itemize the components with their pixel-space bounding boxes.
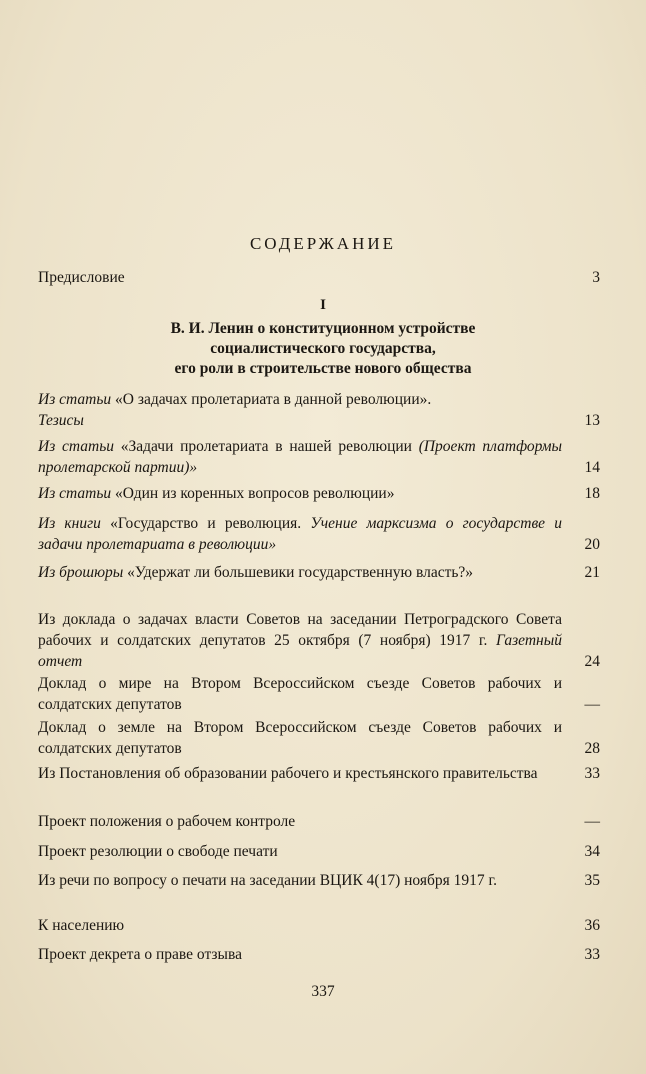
toc-entry-title	[38, 841, 600, 862]
toc-entry-title: Предисловие	[38, 269, 125, 286]
toc-entry	[38, 915, 600, 936]
toc-entry	[38, 562, 600, 583]
toc-entry-page: 33	[584, 946, 600, 963]
toc-entry-page: 20	[584, 536, 600, 553]
toc-entry-title	[38, 870, 600, 891]
toc-entry	[38, 811, 600, 832]
toc-entry-title	[38, 763, 600, 784]
section-title	[100, 319, 546, 379]
entry-text: Проект положения о рабочем контроле	[38, 813, 296, 830]
toc-entry	[38, 513, 600, 555]
entry-italic-tail: Учение марксизма о государстве и задачи пролетариата в революции»	[38, 515, 562, 553]
entry-text: «Один из коренных вопросов революции»	[111, 485, 395, 502]
entry-text: Доклад о мире на Втором Всероссийском съезде Советов рабочих и солдатских депутатов	[38, 675, 562, 713]
toc-entry-title	[38, 717, 600, 759]
toc-entry	[38, 870, 600, 891]
section-title-line: его роли в строительстве нового общества	[174, 360, 472, 377]
toc-entry	[38, 483, 600, 504]
toc-entry	[38, 673, 600, 715]
entry-text: «Государство и революция.	[100, 515, 311, 532]
toc-entry-page: —	[584, 696, 600, 713]
entry-prefix: Из брошюры	[38, 564, 124, 581]
entry-prefix: Из книги	[38, 515, 101, 532]
section-title-line: социалистического государства,	[210, 340, 436, 357]
entry-text: Из речи по вопросу о печати на заседании ВЦИК 4(17) ноября 1917 г.	[38, 872, 497, 889]
toc-entry	[38, 609, 600, 672]
toc-entry-title	[38, 436, 600, 478]
toc-entry	[38, 389, 600, 431]
entry-prefix: Из статьи	[38, 438, 114, 455]
toc-entry-page: 14	[584, 459, 600, 476]
toc-entry-title	[38, 389, 600, 431]
toc-entry-page: 35	[584, 872, 600, 889]
toc-entry-title	[38, 915, 600, 936]
page-title: СОДЕРЖАНИЕ	[249, 234, 397, 253]
toc-entry-title	[38, 562, 600, 583]
toc-entry-title	[38, 513, 600, 555]
toc-entry-page: 13	[584, 412, 600, 429]
page-number: 337	[311, 983, 335, 1000]
entry-text: Из Постановления об образовании рабочего и крестьянского правительства	[38, 765, 538, 782]
toc-entry	[38, 436, 600, 478]
toc-entry-title	[38, 609, 600, 672]
toc-entry-page: 18	[584, 485, 600, 502]
toc-entry	[38, 763, 600, 784]
toc-entry-title	[38, 673, 600, 715]
entry-text: «Удержат ли большевики государственную власть?»	[123, 564, 474, 581]
toc-entry-page: 33	[584, 765, 600, 782]
toc-entry	[38, 717, 600, 759]
toc-entry-page: 28	[584, 740, 600, 757]
toc-entry-page: —	[584, 813, 600, 830]
entry-prefix: Из статьи	[38, 391, 112, 408]
toc-entry-preface	[38, 267, 600, 288]
entry-italic-tail: Газетный отчет	[38, 632, 562, 670]
entry-text: Доклад о земле на Втором Всероссийском съезде Советов рабочих и солдатских депутатов	[38, 719, 562, 757]
toc-entry	[38, 944, 600, 965]
entry-text: Из доклада о задачах власти Советов на заседании Петроградского Совета рабочих и солдатских депутатов 25 октября (7 ноября) 1917 г.	[38, 611, 562, 649]
toc-entry	[38, 841, 600, 862]
section-number: I	[320, 297, 326, 313]
entry-italic-line: Тезисы	[38, 412, 84, 429]
toc-entry-page: 34	[584, 843, 600, 860]
entry-text: Проект декрета о праве отзыва	[38, 946, 242, 963]
toc-entry-title	[38, 483, 600, 504]
toc-entry-title	[38, 811, 600, 832]
toc-entry-page: 24	[584, 653, 600, 670]
toc-entry-page: 3	[592, 269, 600, 286]
toc-entry-page: 21	[584, 564, 600, 581]
toc-entry-page: 36	[584, 917, 600, 934]
entry-text: «Задачи пролетариата в нашей революции	[114, 438, 419, 455]
entry-text: Проект резолюции о свободе печати	[38, 843, 278, 860]
entry-text: К населению	[38, 917, 125, 934]
entry-text: «О задачах пролетариата в данной революции».	[111, 391, 432, 408]
entry-prefix: Из статьи	[38, 485, 112, 502]
entry-italic-tail: (Проект платформы пролетарской партии)»	[38, 438, 562, 476]
toc-entry-title	[38, 944, 600, 965]
section-title-line: В. И. Ленин о конституционном устройстве	[170, 320, 476, 337]
